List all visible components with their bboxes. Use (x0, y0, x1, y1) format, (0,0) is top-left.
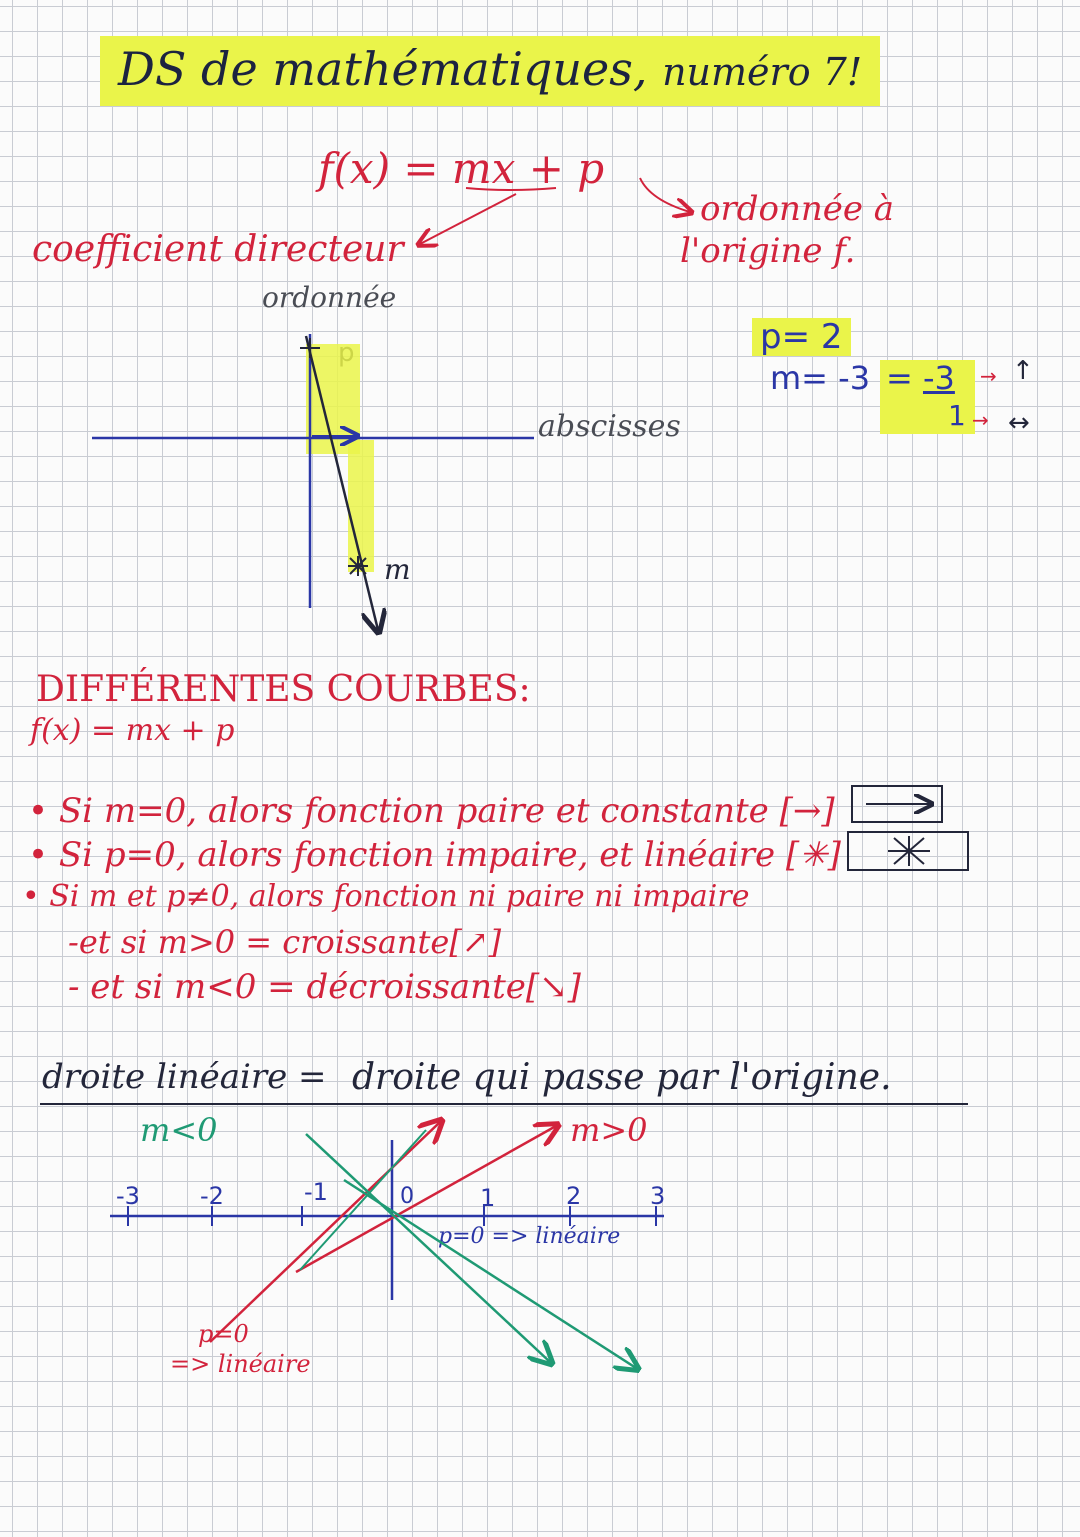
bullet-1-text: Si m=0, alors fonction paire et constante [→] (58, 791, 835, 831)
main-formula: f(x) = mx + p (318, 144, 605, 193)
tick-label: -3 (116, 1182, 140, 1210)
title-part2: numéro 7! (662, 50, 863, 94)
tick-label: 3 (650, 1182, 666, 1210)
green-line-steep (306, 1134, 550, 1362)
ordonnee-origine-line2: l'origine f. (680, 231, 856, 271)
tick-label: 0 (400, 1184, 414, 1209)
ratio-num-arrow: → (980, 364, 997, 388)
sub-bullet-2: - et si m<0 = décroissante[↘] (68, 967, 581, 1007)
p0-left-line1: p=0 (198, 1320, 249, 1348)
m-marker: m (384, 553, 411, 586)
green-line-shallow (344, 1180, 636, 1368)
ratio-equal: = (886, 359, 913, 397)
ratio-denominator: 1 (948, 399, 966, 432)
p0-right-note: p=0 => linéaire (438, 1224, 621, 1249)
courbes-heading: DIFFÉRENTES COURBES: (36, 669, 531, 710)
coef-arrow (420, 194, 516, 244)
m-negative-label: m<0 (140, 1111, 218, 1149)
m-value: m= -3 (770, 359, 871, 397)
bullet-2: • Si p=0, alors fonction impaire, et linéaire [✳] (28, 835, 841, 875)
left-right-arrow-icon: ↔ (1008, 408, 1030, 438)
up-arrow-icon: ↑ (1012, 356, 1034, 386)
asterisk-icon (888, 836, 930, 866)
tick-label: 1 (480, 1184, 496, 1212)
p-value: p= 2 (752, 318, 851, 356)
tick-label: 2 (566, 1182, 582, 1210)
title-part1: DS de mathématiques, (118, 42, 648, 96)
ratio-den-arrow: → (972, 408, 989, 432)
bullet-2-text: Si p=0, alors fonction impaire, et linéaire [✳] (58, 835, 841, 875)
ordonnee-origine-line1: ordonnée à (700, 189, 895, 229)
sub-bullet-1: -et si m>0 = croissante[↗] (68, 923, 502, 961)
formula-underline (466, 188, 556, 190)
x-axis-label: abscisses (538, 409, 681, 444)
ratio-numerator: -3 (922, 359, 955, 397)
lineaire-definition-right: droite qui passe par l'origine. (352, 1057, 892, 1098)
ordonnee-arrow (640, 178, 690, 212)
p0-left-line2: => linéaire (170, 1350, 311, 1378)
y-axis-label: ordonnée (262, 281, 397, 314)
graph1-highlight-bottom (348, 440, 374, 572)
red-line-steep (210, 1122, 440, 1342)
red-line-shallow (296, 1126, 556, 1272)
bullet-3-text: Si m et p≠0, alors fonction ni paire ni impaire (49, 879, 750, 914)
green-line-top (300, 1130, 426, 1270)
tick-label: -2 (200, 1182, 224, 1210)
courbes-formula: f(x) = mx + p (30, 713, 235, 748)
tick-label: -1 (304, 1178, 328, 1206)
lineaire-definition-left: droite linéaire = (42, 1057, 327, 1097)
bullet-3: • Si m et p≠0, alors fonction ni paire ni impaire (22, 879, 750, 914)
m-star-icon (348, 556, 368, 576)
bullet-1: • Si m=0, alors fonction paire et constante [→] (28, 791, 835, 831)
m-positive-label: m>0 (570, 1111, 648, 1149)
coefficient-label: coefficient directeur (32, 229, 404, 270)
